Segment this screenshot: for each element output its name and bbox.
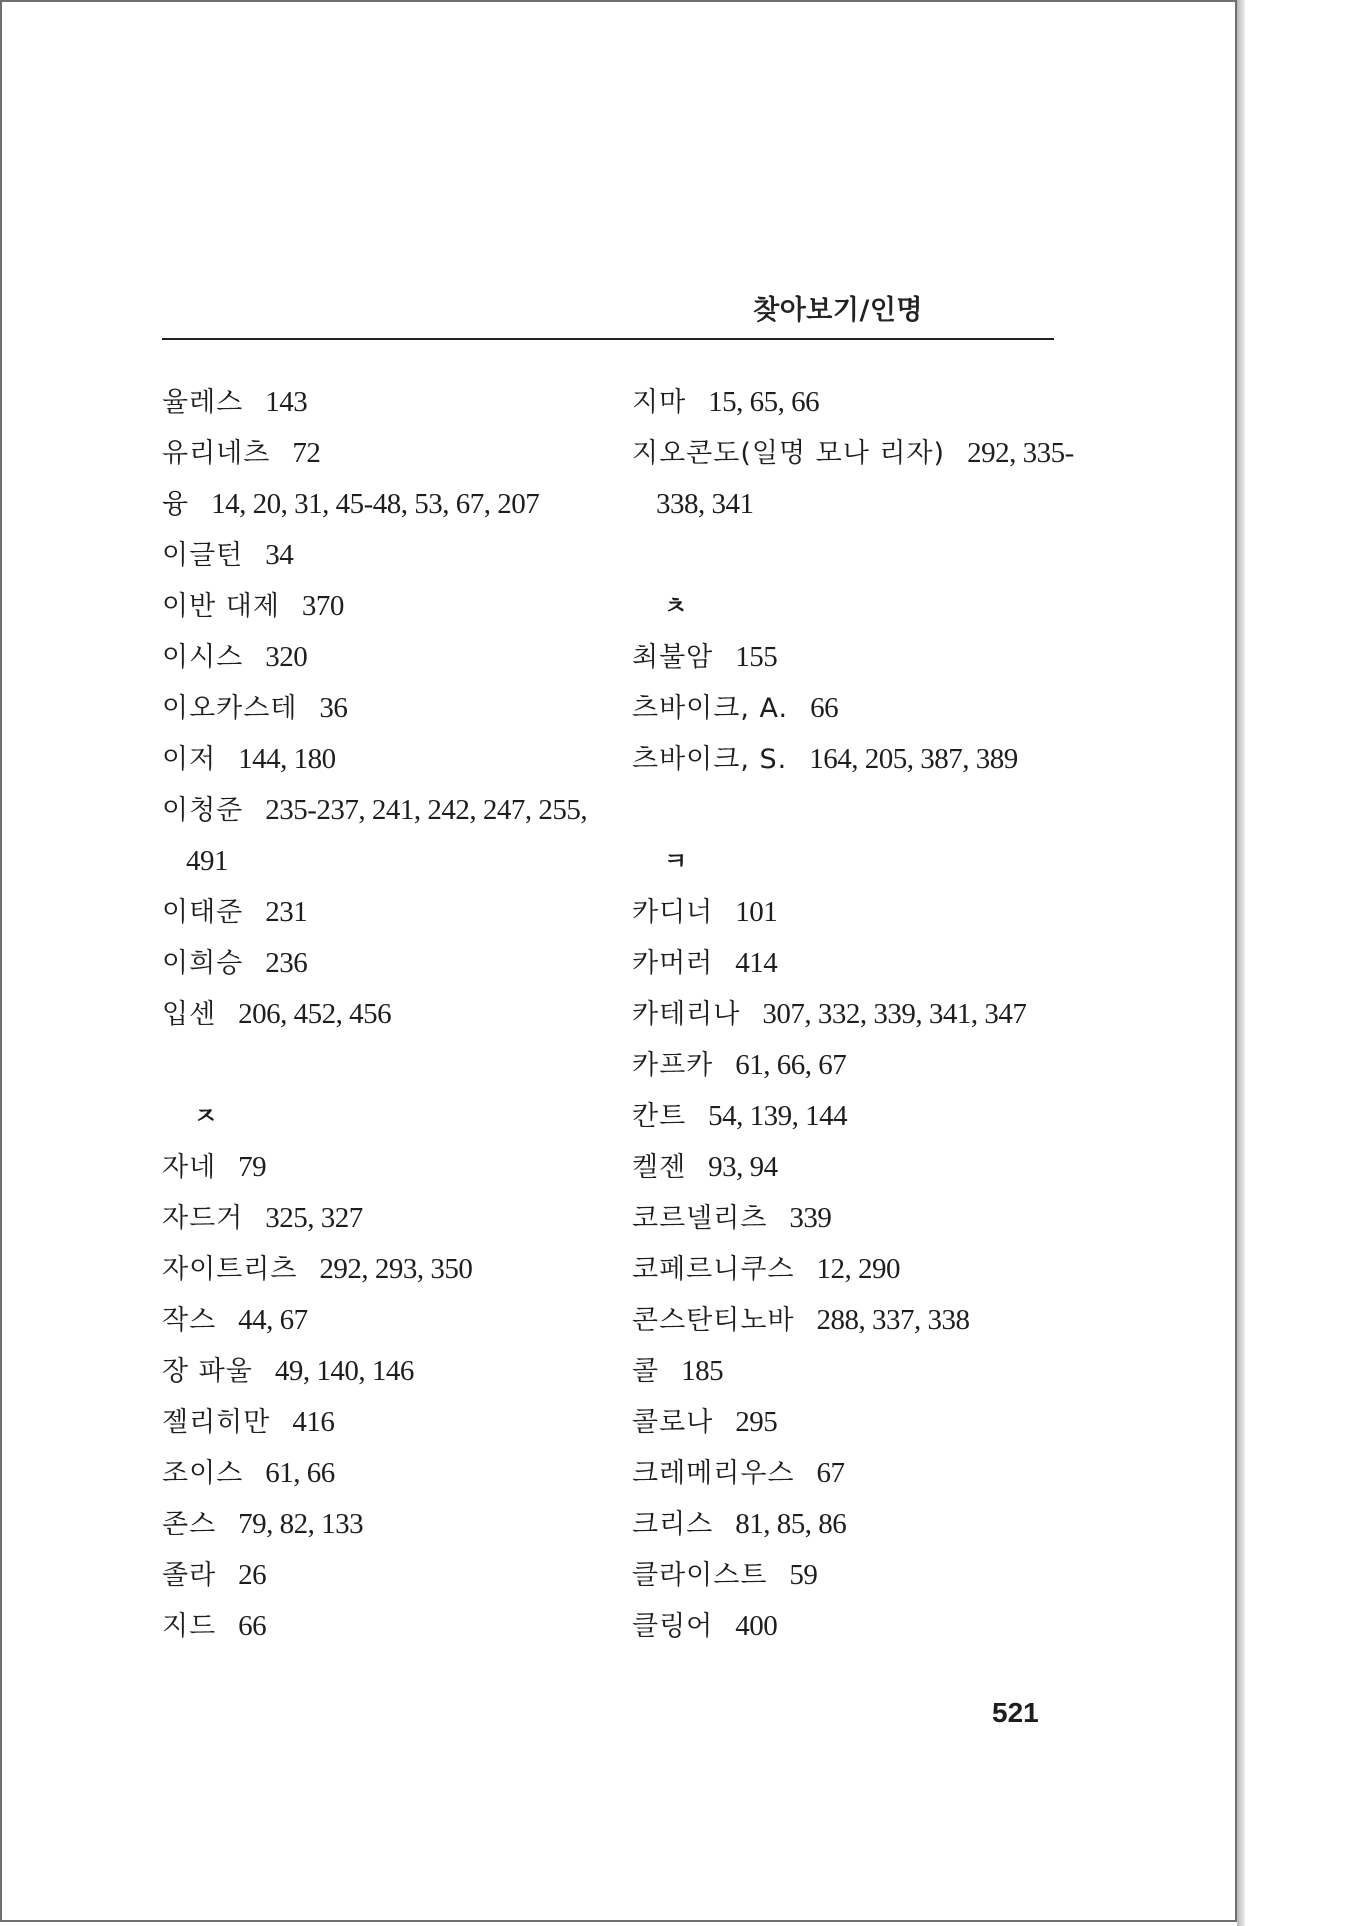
index-entry bbox=[162, 938, 612, 989]
section-heading: ㅊ bbox=[664, 592, 688, 620]
index-entry bbox=[162, 1448, 612, 1499]
index-pages: 231 bbox=[265, 896, 308, 928]
index-term: 콜 bbox=[632, 1356, 660, 1387]
index-term: 이저 bbox=[162, 744, 217, 775]
index-entry bbox=[162, 989, 612, 1040]
index-term: 입센 bbox=[162, 999, 217, 1030]
index-pages: 185 bbox=[681, 1355, 724, 1387]
index-term: 카테리나 bbox=[632, 999, 741, 1030]
index-pages: 26 bbox=[238, 1559, 267, 1591]
index-pages: 61, 66, 67 bbox=[735, 1049, 847, 1081]
index-entry bbox=[632, 683, 1082, 734]
index-term: 최불암 bbox=[632, 642, 714, 673]
index-term: 클라이스트 bbox=[632, 1560, 768, 1591]
index-entry bbox=[632, 428, 1082, 479]
index-pages: 491 bbox=[186, 845, 228, 877]
index-entry bbox=[162, 1295, 612, 1346]
index-entry bbox=[162, 1397, 612, 1448]
index-pages: 292, 293, 350 bbox=[319, 1253, 473, 1285]
index-pages: 143 bbox=[265, 386, 308, 418]
section-spacer bbox=[632, 530, 1082, 581]
index-pages: 14, 20, 31, 45-48, 53, 67, 207 bbox=[211, 488, 540, 520]
index-entry bbox=[632, 1397, 1082, 1448]
index-pages: 339 bbox=[789, 1202, 832, 1234]
running-head: 찾아보기/인명 bbox=[753, 295, 923, 326]
header-rule bbox=[162, 338, 1054, 340]
index-term: 유리네츠 bbox=[162, 438, 271, 469]
index-term: 율레스 bbox=[162, 387, 244, 418]
section-heading: ㅈ bbox=[194, 1102, 218, 1130]
index-term: 크레메리우스 bbox=[632, 1458, 795, 1489]
index-term: 켈젠 bbox=[632, 1152, 687, 1183]
index-pages: 54, 139, 144 bbox=[708, 1100, 848, 1132]
index-term: 칸트 bbox=[632, 1101, 687, 1132]
index-entry bbox=[632, 887, 1082, 938]
index-pages: 338, 341 bbox=[656, 488, 754, 520]
index-entry bbox=[162, 1346, 612, 1397]
index-term: 코페르니쿠스 bbox=[632, 1254, 795, 1285]
index-entry bbox=[632, 1142, 1082, 1193]
index-entry bbox=[632, 632, 1082, 683]
index-entry bbox=[632, 1448, 1082, 1499]
index-pages: 15, 65, 66 bbox=[708, 386, 820, 418]
index-pages: 59 bbox=[789, 1559, 818, 1591]
index-term: 이시스 bbox=[162, 642, 244, 673]
index-entry bbox=[632, 734, 1082, 785]
index-term: 자드거 bbox=[162, 1203, 244, 1234]
index-pages: 101 bbox=[735, 896, 778, 928]
index-pages: 236 bbox=[265, 947, 308, 979]
index-term: 클링어 bbox=[632, 1611, 714, 1642]
index-entry bbox=[632, 1244, 1082, 1295]
index-pages: 67 bbox=[816, 1457, 845, 1489]
index-term: 이글턴 bbox=[162, 540, 244, 571]
index-entry bbox=[162, 683, 612, 734]
index-entry bbox=[632, 1040, 1082, 1091]
index-term: 츠바이크, S. bbox=[632, 744, 788, 775]
index-term: 카머러 bbox=[632, 948, 714, 979]
index-term: 이청준 bbox=[162, 795, 244, 826]
index-entry bbox=[632, 1091, 1082, 1142]
index-term: 작스 bbox=[162, 1305, 217, 1336]
index-term: 츠바이크, A. bbox=[632, 693, 789, 724]
index-pages: 307, 332, 339, 341, 347 bbox=[762, 998, 1027, 1030]
index-entry bbox=[632, 377, 1082, 428]
index-pages: 44, 67 bbox=[238, 1304, 308, 1336]
index-term: 콘스탄티노바 bbox=[632, 1305, 795, 1336]
index-term: 졸라 bbox=[162, 1560, 217, 1591]
index-pages: 164, 205, 387, 389 bbox=[809, 743, 1018, 775]
index-entry bbox=[162, 530, 612, 581]
index-pages: 34 bbox=[265, 539, 294, 571]
index-pages: 206, 452, 456 bbox=[238, 998, 392, 1030]
index-pages: 79, 82, 133 bbox=[238, 1508, 364, 1540]
index-term: 이희승 bbox=[162, 948, 244, 979]
index-entry bbox=[162, 887, 612, 938]
index-entry bbox=[162, 785, 612, 836]
index-pages: 292, 335- bbox=[967, 437, 1074, 469]
index-entry bbox=[632, 1193, 1082, 1244]
section-spacer bbox=[162, 1040, 612, 1091]
index-entry bbox=[632, 1550, 1082, 1601]
index-term: 이반 대제 bbox=[162, 591, 280, 622]
index-pages: 93, 94 bbox=[708, 1151, 778, 1183]
index-pages: 400 bbox=[735, 1610, 778, 1642]
page-edge-shadow bbox=[1237, 0, 1245, 1926]
index-column-right bbox=[632, 377, 1082, 1652]
index-pages: 370 bbox=[301, 590, 344, 622]
index-pages-continuation bbox=[162, 836, 612, 887]
index-term: 지드 bbox=[162, 1611, 217, 1642]
index-pages: 12, 290 bbox=[816, 1253, 900, 1285]
index-entry bbox=[162, 377, 612, 428]
index-term: 카프카 bbox=[632, 1050, 714, 1081]
index-pages: 49, 140, 146 bbox=[274, 1355, 414, 1387]
index-entry bbox=[632, 1499, 1082, 1550]
index-pages: 235-237, 241, 242, 247, 255, bbox=[265, 794, 588, 826]
index-term: 지오콘도(일명 모나 리자) bbox=[632, 438, 946, 469]
index-pages: 36 bbox=[319, 692, 348, 724]
index-entry bbox=[162, 1244, 612, 1295]
index-pages: 295 bbox=[735, 1406, 778, 1438]
index-pages: 416 bbox=[292, 1406, 335, 1438]
index-term: 이오카스테 bbox=[162, 693, 298, 724]
index-term: 코르넬리츠 bbox=[632, 1203, 768, 1234]
index-pages: 66 bbox=[810, 692, 839, 724]
index-term: 조이스 bbox=[162, 1458, 244, 1489]
index-entry bbox=[162, 632, 612, 683]
index-term: 이태준 bbox=[162, 897, 244, 928]
index-entry bbox=[632, 1601, 1082, 1652]
index-entry bbox=[632, 989, 1082, 1040]
index-term: 지마 bbox=[632, 387, 687, 418]
index-pages: 325, 327 bbox=[265, 1202, 363, 1234]
index-term: 젤리히만 bbox=[162, 1407, 271, 1438]
index-entry bbox=[632, 938, 1082, 989]
index-pages: 81, 85, 86 bbox=[735, 1508, 847, 1540]
index-term: 융 bbox=[162, 489, 190, 520]
section-heading: ㅋ bbox=[664, 847, 688, 875]
index-term: 장 파울 bbox=[162, 1356, 253, 1387]
index-pages: 79 bbox=[238, 1151, 267, 1183]
index-pages: 72 bbox=[292, 437, 321, 469]
index-pages: 414 bbox=[735, 947, 778, 979]
index-pages: 155 bbox=[735, 641, 778, 673]
index-entry bbox=[632, 1346, 1082, 1397]
index-term: 존스 bbox=[162, 1509, 217, 1540]
index-pages: 144, 180 bbox=[238, 743, 336, 775]
index-entry bbox=[162, 1601, 612, 1652]
index-entry bbox=[162, 581, 612, 632]
index-term: 자네 bbox=[162, 1152, 217, 1183]
index-entry bbox=[632, 1295, 1082, 1346]
index-term: 크리스 bbox=[632, 1509, 714, 1540]
index-entry bbox=[162, 479, 612, 530]
index-entry bbox=[162, 1499, 612, 1550]
index-column-left bbox=[162, 377, 612, 1652]
section-spacer bbox=[632, 785, 1082, 836]
index-term: 카디너 bbox=[632, 897, 714, 928]
index-entry bbox=[162, 1550, 612, 1601]
index-term: 자이트리츠 bbox=[162, 1254, 298, 1285]
index-entry bbox=[162, 734, 612, 785]
index-pages: 66 bbox=[238, 1610, 267, 1642]
page-number: 521 bbox=[992, 1697, 1039, 1728]
index-entry bbox=[162, 1193, 612, 1244]
index-term: 콜로나 bbox=[632, 1407, 714, 1438]
index-pages: 288, 337, 338 bbox=[816, 1304, 970, 1336]
index-entry bbox=[162, 428, 612, 479]
index-pages-continuation bbox=[632, 479, 1082, 530]
index-entry bbox=[162, 1142, 612, 1193]
index-pages: 61, 66 bbox=[265, 1457, 335, 1489]
index-pages: 320 bbox=[265, 641, 308, 673]
